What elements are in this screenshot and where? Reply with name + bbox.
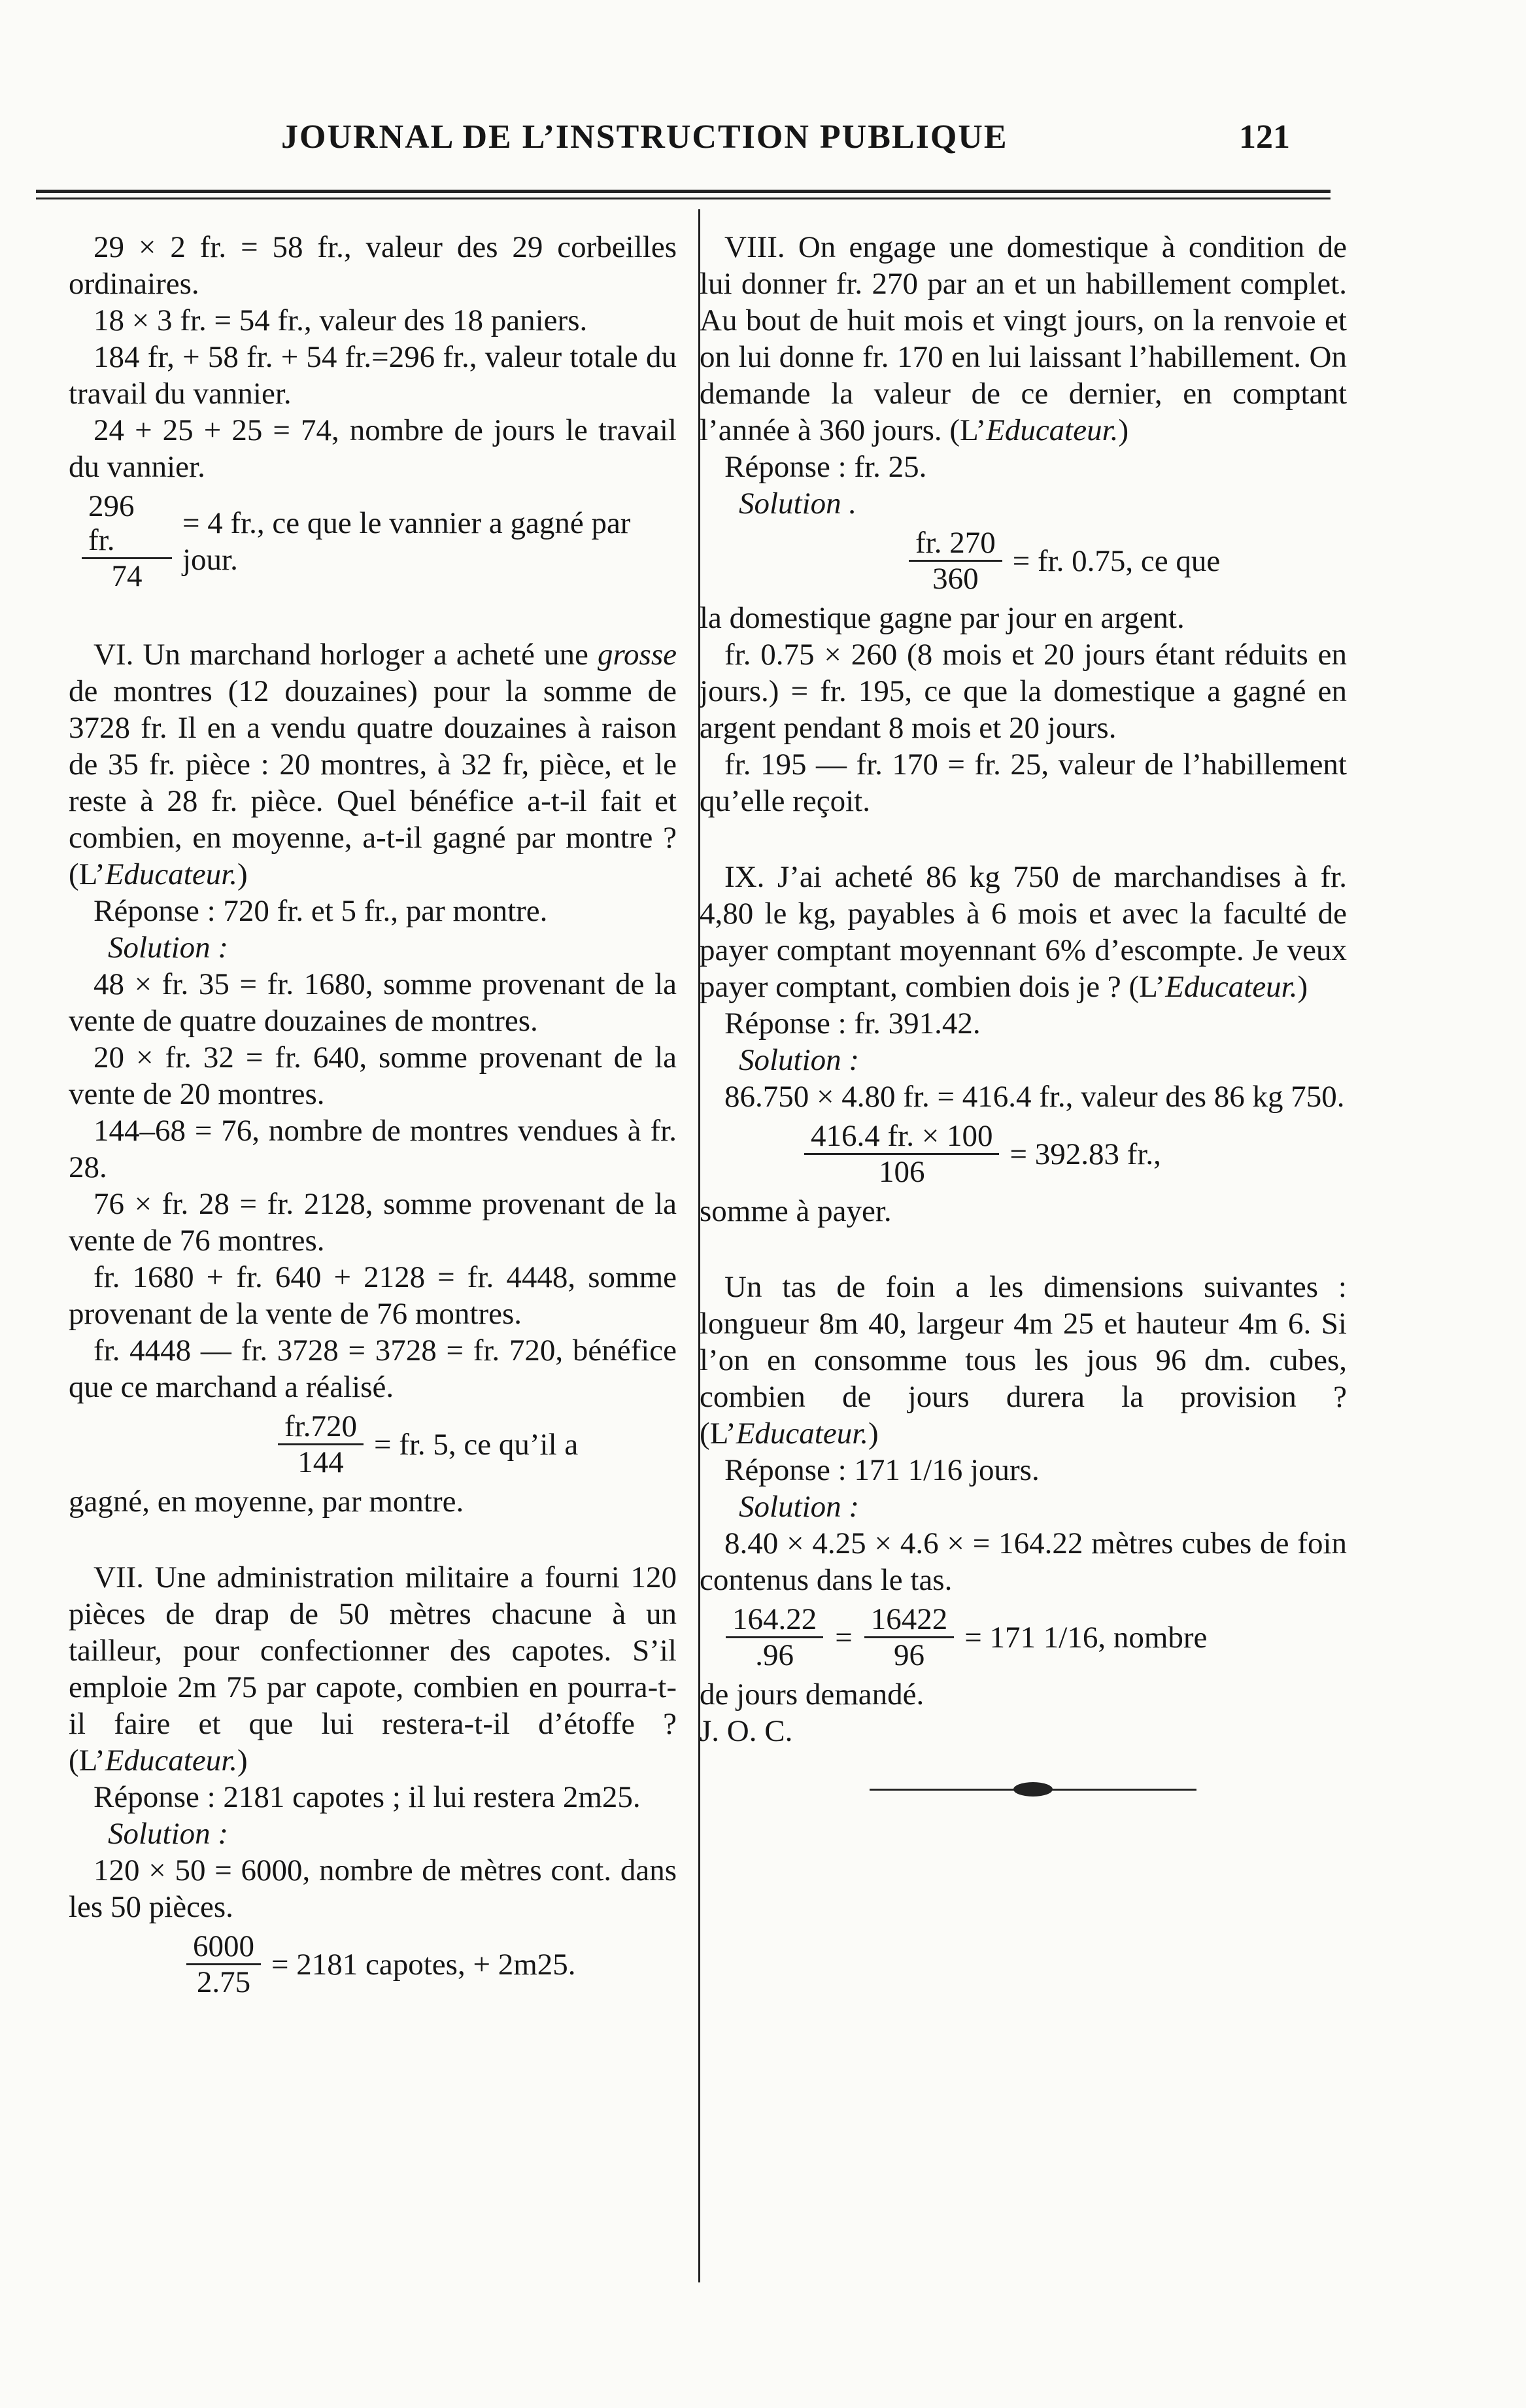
journal-title: JOURNAL DE L’INSTRUCTION PUBLIQUE [281,118,1008,156]
calc-valeur-totale: 184 fr, + 58 fr. + 54 fr.=296 fr., valeur totale du travail du vannier. [69,340,677,411]
header-rule-thin [36,198,1331,199]
fraction-result: = 392.83 fr., [1009,1137,1161,1171]
answer-foin: Réponse : 171 1/16 jours. [724,1453,1040,1487]
answer-ix: Réponse : fr. 391.42. [724,1006,981,1041]
page-number: 121 [1239,118,1290,156]
problem-foin: Un tas de foin a les dimensions suivantes : longueur 8m 40, largeur 4m 25 et hauteur 4m 6. Si l’on en consomme tous les jous 96 dm. cubes, combien de jours durera la provision ? (L’Educateur.) [700,1270,1347,1451]
vi-step-3: 144–68 = 76, nombre de montres vendues à fr. 28. [69,1114,677,1184]
left-column [69,229,677,2003]
fraction-result: = 2181 capotes, + 2m25. [271,1947,576,1982]
problem-vi: VI. Un marchand horloger a acheté une grosse de montres (12 douzaines) pour la somme de 3728 fr. Il en a vendu quatre douzaines à raison de 35 fr. pièce : 20 montres, à 32 fr, pièce, et le reste à 28 fr. pièce. Quel bénéfice a-t-il fait et combien, en moyenne, a-t-il gagné par montre ? (L’Educateur.) [69,638,677,891]
vi-step-2: 20 × fr. 32 = fr. 640, somme provenant de la vente de 20 montres. [69,1041,677,1111]
calc-paniers: 18 × 3 fr. = 54 fr., valeur des 18 paniers. [93,303,588,337]
running-header [0,118,1526,170]
vi-step-6: fr. 4448 — fr. 3728 = 3728 = fr. 720, bénéfice que ce marchand a réalisé. [69,1333,677,1404]
fraction-benefice [69,1409,677,1479]
solution-label-foin: Solution : [739,1490,860,1524]
fraction-result: = fr. 0.75, ce que [1012,543,1221,578]
fraction-numerator: 416.4 fr. × 100 [811,1119,993,1153]
fraction-denominator: 106 [878,1155,925,1189]
vi-step-7: gagné, en moyenne, par montre. [69,1485,464,1519]
fraction-numerator: 6000 [193,1929,254,1963]
foin-step-1: 8.40 × 4.25 × 4.6 × = 164.22 mètres cubes de foin contenus dans le tas. [700,1526,1347,1597]
fraction-capotes [69,1929,677,1999]
problem-viii: VIII. On engage une domestique à condition de lui donner fr. 270 par an et un habillement complet. Au bout de huit mois et vingt jours, on la renvoie et on lui donne fr. 170 en lui laissant l’habillement. On demande la valeur de ce dernier, en comptant l’année à 360 jours. (L’Educateur.) [700,230,1347,447]
ix-step-1: 86.750 × 4.80 fr. = 416.4 fr., valeur des 86 kg 750. [724,1080,1345,1114]
foin-step-2: de jours demandé. [700,1677,924,1711]
calc-corbeilles: 29 × 2 fr. = 58 fr., valeur des 29 corbeilles ordinaires. [69,230,677,301]
viii-step-3: fr. 195 — fr. 170 = fr. 25, valeur de l’habillement qu’elle reçoit. [700,748,1347,818]
vi-step-5: fr. 1680 + fr. 640 + 2128 = fr. 4448, somme provenant de la vente de 76 montres. [69,1260,677,1331]
signature: J. O. C. [700,1714,793,1748]
problem-ix: IX. J’ai acheté 86 kg 750 de marchandises à fr. 4,80 le kg, payables à 6 mois et avec la faculté de payer comptant moyennant 6% d’escompte. Je veux payer comptant, combien dois je ? (L’Educateur.) [700,860,1347,1004]
fraction-denominator: 360 [932,562,979,596]
equals-sign: = [835,1620,853,1655]
viii-step-1: la domestique gagne par jour en argent. [700,601,1185,635]
fraction-result: = fr. 5, ce qu’il a [373,1427,579,1462]
ornament-dot [1013,1782,1053,1797]
header-rule-thick [36,190,1331,193]
fraction-foin [700,1602,1347,1672]
fraction-numerator: 164.22 [732,1602,817,1636]
fraction-numerator: fr.720 [284,1409,357,1443]
fraction-denominator: 74 [111,559,143,593]
fraction-denominator: 144 [297,1445,344,1479]
solution-label-vi: Solution : [108,931,229,965]
fraction-vannier [69,489,677,593]
fraction-escompte [700,1119,1347,1189]
vi-step-1: 48 × fr. 35 = fr. 1680, somme provenant de la vente de quatre douzaines de montres. [69,967,677,1038]
problem-vii: VII. Une administration militaire a fourni 120 pièces de drap de 50 mètres chacune à un tailleur, pour confectionner des capotes. S’il emploie 2m 75 par capote, combien en pourra-t-il faire et que lui restera-t-il d’étoffe ? (L’Educateur.) [69,1560,677,1778]
answer-viii: Réponse : fr. 25. [724,450,927,484]
fraction-denominator: 2.75 [196,1965,251,1999]
fraction-numerator: 296 fr. [88,489,135,557]
vi-step-4: 76 × fr. 28 = fr. 2128, somme provenant de la vente de 76 montres. [69,1187,677,1258]
vii-step-1: 120 × 50 = 6000, nombre de mètres cont. dans les 50 pièces. [69,1853,677,1924]
ix-step-2: somme à payer. [700,1194,892,1228]
answer-vii: Réponse : 2181 capotes ; il lui restera 2m25. [93,1780,641,1814]
fraction-result: = 4 fr., ce que le vannier a gagné par jour. [182,506,631,577]
fraction-numerator: 16422 [870,1602,948,1636]
right-column [700,229,1347,1791]
fraction-result: = 171 1/16, nombre [964,1620,1208,1655]
solution-label-ix: Solution : [739,1043,860,1077]
solution-label-viii: Solution . [739,487,857,521]
viii-step-2: fr. 0.75 × 260 (8 mois et 20 jours étant réduits en jours.) = fr. 195, ce que la domestique a gagné en argent pendant 8 mois et 20 jours. [700,638,1347,745]
fraction-denominator: .96 [755,1638,794,1672]
end-ornament-rule [870,1789,1196,1791]
fraction-numerator: fr. 270 [915,526,996,560]
answer-vi: Réponse : 720 fr. et 5 fr., par montre. [93,894,548,928]
fraction-denominator: 96 [894,1638,925,1672]
solution-label-vii: Solution : [108,1817,229,1851]
calc-nombre-jours: 24 + 25 + 25 = 74, nombre de jours le travail du vannier. [69,413,677,484]
fraction-domestique [700,526,1347,596]
